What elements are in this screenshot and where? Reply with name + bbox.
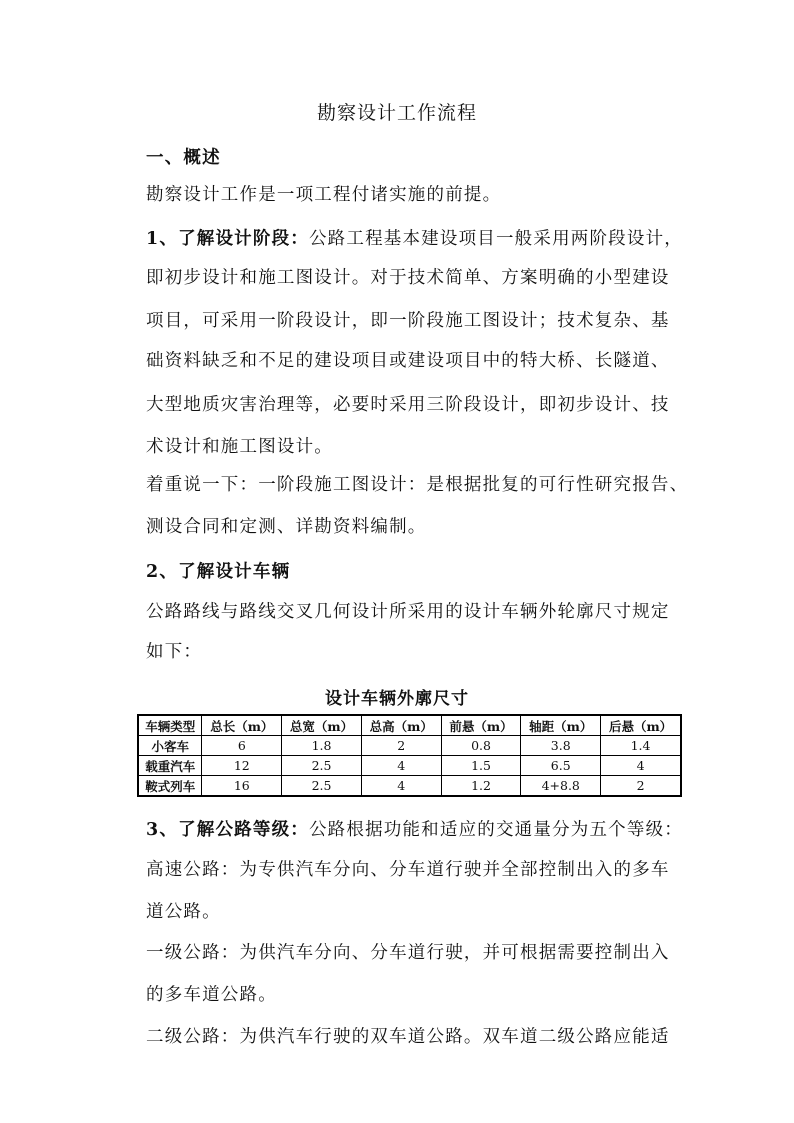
paragraph-road-grades-line-6: 二级公路：为供汽车行驶的双车道公路。双车道二级公路应能适 [146,1027,670,1047]
table-cell: 2.5 [282,776,362,797]
table-cell: 2.5 [282,756,362,776]
table-cell: 0.8 [441,736,521,756]
paragraph-design-stages-line-5: 大型地质灾害治理等，必要时采用三阶段设计，即初步设计、技 [146,395,670,415]
table-cell: 6.5 [521,756,601,776]
header-cell: 总宽（m） [282,715,362,736]
design-vehicles-text-line-1: 公路路线与路线交叉几何设计所采用的设计车辆外轮廓尺寸规定 [146,602,670,622]
table-cell: 1.4 [601,736,681,756]
table-cell: 2 [361,736,441,756]
table-cell: 6 [202,736,282,756]
note-line-2: 测设合同和定测、详勘资料编制。 [146,517,427,537]
design-stages-label: 1、了解设计阶段： [146,229,309,249]
paragraph-design-stages-line-1 [146,227,686,251]
table-cell: 4+8.8 [521,776,601,797]
table-cell: 1.8 [282,736,362,756]
paragraph-road-grades-line-4: 一级公路：为供汽车分向、分车道行驶，并可根据需要控制出入 [146,943,670,963]
table-cell: 2 [601,776,681,797]
header-cell: 总高（m） [361,715,441,736]
table-cell: 3.8 [521,736,601,756]
design-stages-text: 公路工程基本建设项目一般采用两阶段设计， [308,229,683,249]
table-cell: 1.5 [441,756,521,776]
table-cell: 4 [361,756,441,776]
table-row [138,776,681,797]
section-heading-design-vehicles: 2、了解设计车辆 [146,562,291,582]
paragraph-road-grades-line-2: 高速公路：为专供汽车分向、分车道行驶并全部控制出入的多车 [146,860,670,880]
table-cell: 4 [601,756,681,776]
table-cell: 4 [361,776,441,797]
table-title: 设计车辆外廓尺寸 [325,689,469,709]
table-cell: 1.2 [441,776,521,797]
table-cell: 12 [202,756,282,776]
paragraph-design-stages-line-6: 术设计和施工图设计。 [146,437,333,457]
paragraph-road-grades-line-1 [146,818,686,842]
road-grades-text: 公路根据功能和适应的交通量分为五个等级： [308,820,683,840]
paragraph-design-stages-line-3: 项目，可采用一阶段设计，即一阶段施工图设计；技术复杂、基 [146,311,670,331]
table-header-row [138,715,681,736]
table-cell: 鞍式列车 [138,776,202,797]
table-row [138,736,681,756]
paragraph-road-grades-line-3: 道公路。 [146,902,221,922]
header-cell: 轴距（m） [521,715,601,736]
overview-text: 勘察设计工作是一项工程付诸实施的前提。 [146,185,502,205]
document-title: 勘察设计工作流程 [316,102,477,124]
paragraph-road-grades-line-5: 的多车道公路。 [146,985,277,1005]
header-cell: 前悬（m） [441,715,521,736]
header-cell: 总长（m） [202,715,282,736]
table-cell: 16 [202,776,282,797]
table-cell: 载重汽车 [138,756,202,776]
table-row [138,756,681,776]
section-heading-overview: 一、概述 [146,148,221,168]
paragraph-design-stages-line-2: 即初步设计和施工图设计。对于技术简单、方案明确的小型建设 [146,268,670,288]
vehicle-dimensions-table [137,714,682,797]
header-cell: 后悬（m） [601,715,681,736]
table-cell: 小客车 [138,736,202,756]
header-cell: 车辆类型 [138,715,202,736]
road-grades-label: 3、了解公路等级： [146,820,309,840]
paragraph-design-stages-line-4: 础资料缺乏和不足的建设项目或建设项目中的特大桥、长隧道、 [146,351,670,371]
design-vehicles-text-line-2: 如下： [146,642,203,662]
note-line-1: 着重说一下：一阶段施工图设计：是根据批复的可行性研究报告、 [146,475,689,495]
